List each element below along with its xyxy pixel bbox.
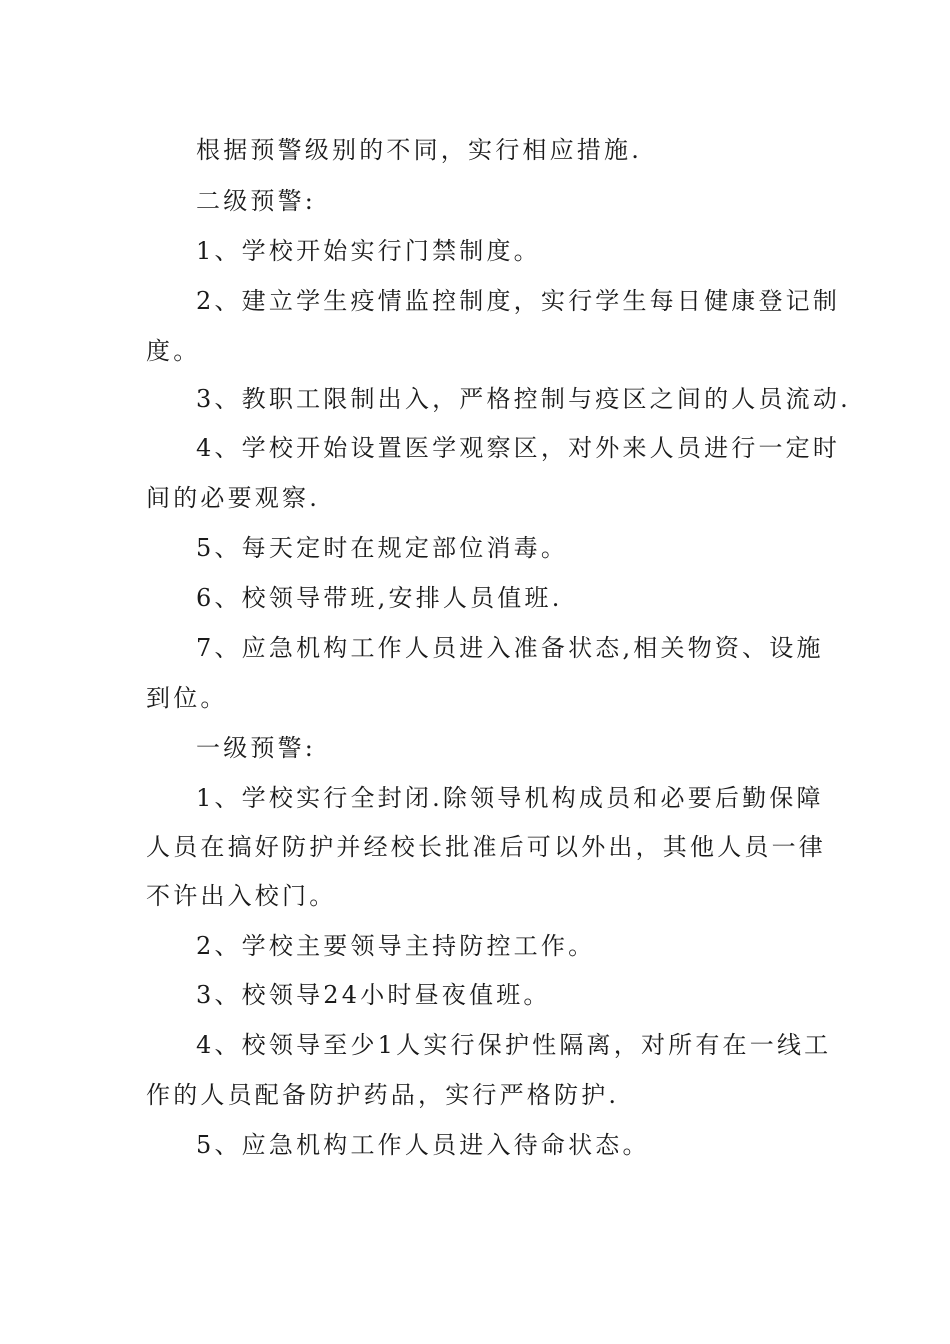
intro-paragraph: 根据预警级别的不同，实行相应措施. [196, 136, 643, 164]
level-one-heading: 一级预警: [196, 734, 317, 762]
level-two-item-7-continued: 到位。 [146, 684, 228, 712]
level-one-item-1-continued: 人员在搞好防护并经校长批准后可以外出，其他人员一律 [146, 833, 826, 861]
level-two-item-6: 6、校领导带班,安排人员值班. [196, 584, 563, 612]
level-two-item-4-continued: 间的必要观察. [146, 484, 321, 512]
level-one-item-3: 3、校领导24小时昼夜值班。 [196, 981, 551, 1009]
level-two-item-7: 7、应急机构工作人员进入准备状态,相关物资、设施 [196, 634, 824, 662]
level-two-item-5: 5、每天定时在规定部位消毒。 [196, 534, 569, 562]
level-one-item-1-continued-2: 不许出入校门。 [146, 882, 337, 910]
level-two-item-1: 1、学校开始实行门禁制度。 [196, 237, 541, 265]
level-one-item-2: 2、学校主要领导主持防控工作。 [196, 932, 596, 960]
level-two-item-4: 4、学校开始设置医学观察区，对外来人员进行一定时 [196, 434, 841, 462]
level-one-item-4: 4、校领导至少1人实行保护性隔离，对所有在一线工 [196, 1031, 832, 1059]
level-one-item-5: 5、应急机构工作人员进入待命状态。 [196, 1131, 650, 1159]
level-two-item-2: 2、建立学生疫情监控制度，实行学生每日健康登记制 [196, 287, 841, 315]
level-two-heading: 二级预警: [196, 187, 317, 215]
level-two-item-2-continued: 度。 [146, 337, 201, 365]
level-two-item-3: 3、教职工限制出入，严格控制与疫区之间的人员流动. [196, 385, 851, 413]
level-one-item-1: 1、学校实行全封闭.除领导机构成员和必要后勤保障 [196, 784, 824, 812]
level-one-item-4-continued: 作的人员配备防护药品，实行严格防护. [146, 1081, 620, 1109]
